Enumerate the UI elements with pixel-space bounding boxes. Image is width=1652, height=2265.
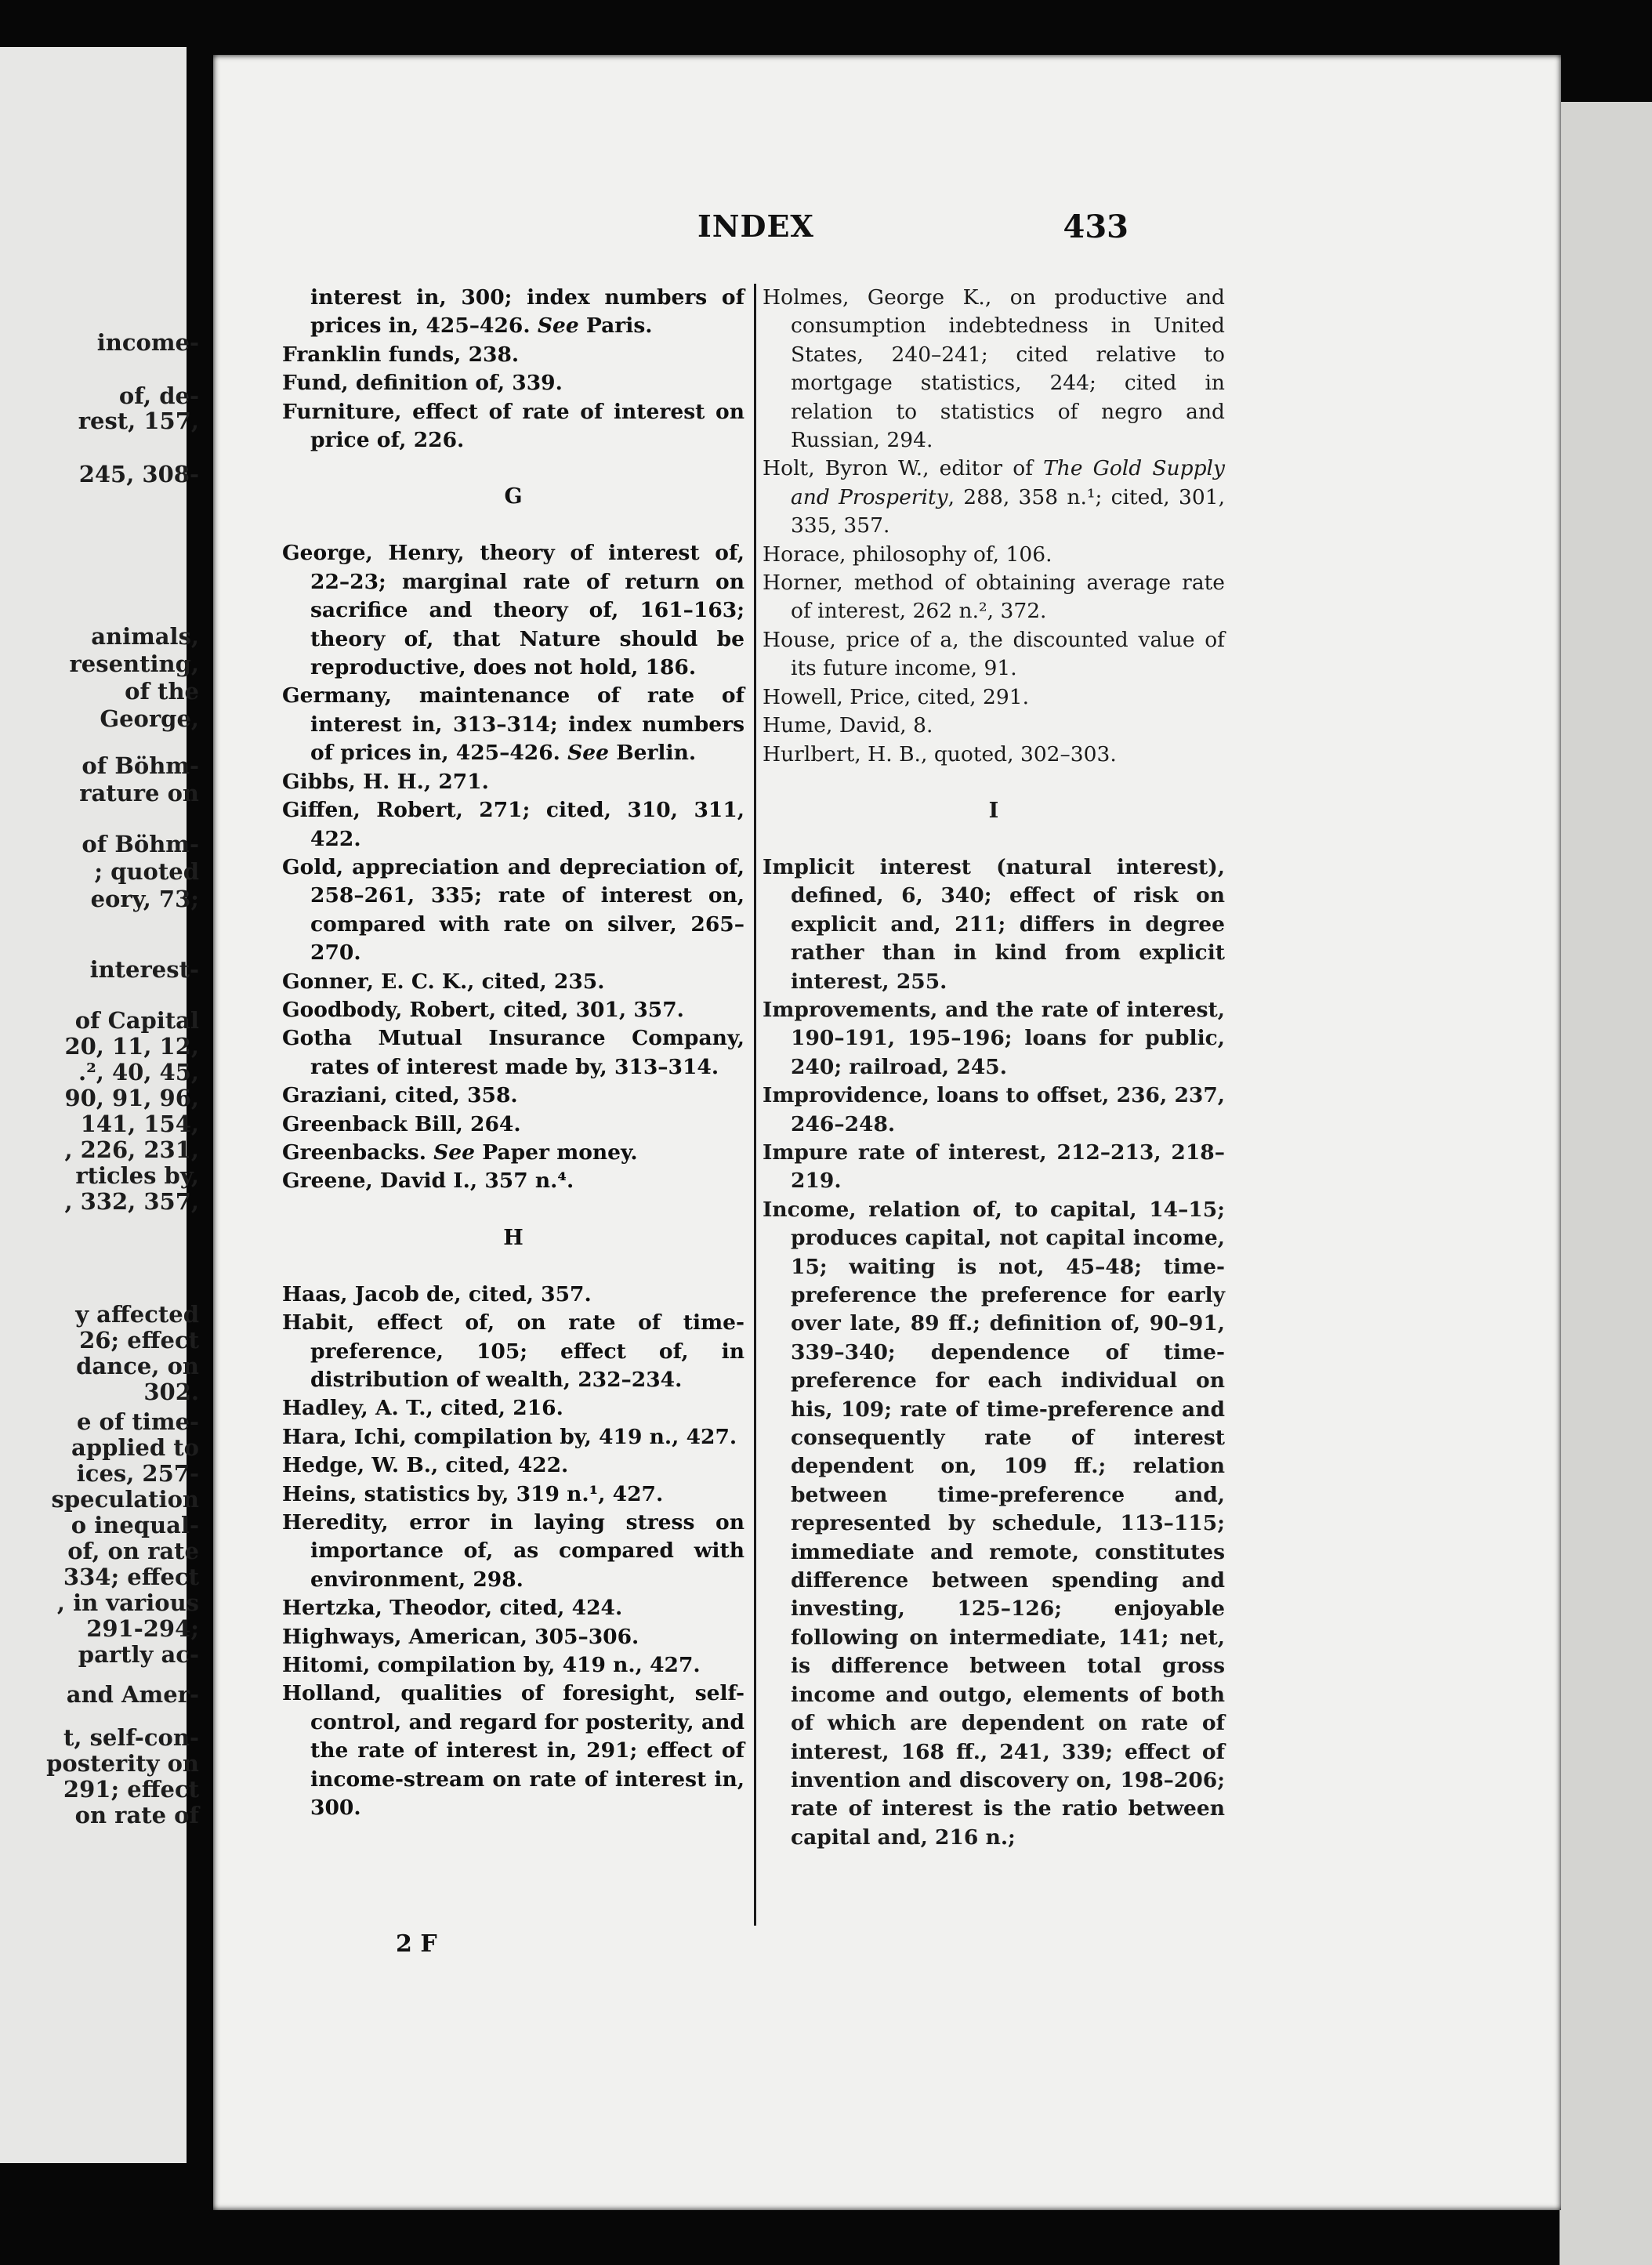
index-entry: Giffen, Robert, 271; cited, 310, 311, 422. [282, 798, 744, 851]
index-entry: Holland, qualities of foresight, self-control, and regard for posterity, and the rate of interest in, 291; effect of income-stream on rate of interest in, 300. [282, 1681, 744, 1821]
index-entry: Goodbody, Robert, cited, 301, 357. [282, 997, 684, 1022]
page-number: 433 [1063, 208, 1129, 245]
facing-page-line: e of time- [76, 1408, 199, 1435]
facing-page-line: 334; effect [63, 1564, 199, 1590]
facing-page-line: , 226, 231, [64, 1136, 199, 1163]
index-entry: Fund, definition of, 339. [282, 371, 563, 396]
index-entry: Hitomi, compilation by, 419 n., 427. [282, 1653, 701, 1678]
facing-page-line: and Amer- [66, 1681, 199, 1708]
index-entry: Hara, Ichi, compilation by, 419 n., 427. [282, 1424, 737, 1449]
section-letter: G [504, 484, 523, 509]
facing-page-line: applied to [71, 1434, 199, 1461]
index-entry: Franklin funds, 238. [282, 342, 520, 367]
facing-page-line: 141, 154, [80, 1111, 199, 1137]
facing-page-line: posterity on [46, 1750, 199, 1777]
index-entry: Highways, American, 305–306. [282, 1624, 639, 1649]
index-entry: Implicit interest (natural interest), defined, 6, 340; effect of risk on explicit and, 211; differs in degree rather than in kind from explicit interest, 255. [763, 854, 1225, 994]
index-entry: Hadley, A. T., cited, 216. [282, 1396, 563, 1421]
index-entry: Hertzka, Theodor, cited, 424. [282, 1596, 623, 1621]
index-entry: George, Henry, theory of interest of, 22–23; marginal rate of return on sacrifice and theory of, 161–163; theory of, that Nature should be reproductive, does not hold, 186. [282, 541, 744, 680]
index-entry: Holt, Byron W., editor of The Gold Supply and Prosperity, 288, 358 n.¹; cited, 301, 335, 357. [763, 456, 1225, 538]
facing-page-line: of, on rate [67, 1538, 199, 1564]
facing-page-line: 302. [143, 1379, 199, 1405]
facing-page-line: t, self-con- [63, 1724, 199, 1751]
running-head [697, 208, 1246, 248]
index-entry: Greenbacks. See Paper money. [282, 1140, 638, 1165]
facing-page-line: 20, 11, 12, [64, 1033, 199, 1060]
index-entry: Habit, effect of, on rate of time-preference, 105; effect of, in distribution of wealth, 232–234. [282, 1310, 744, 1392]
index-column-right [763, 284, 1225, 1852]
facing-page-line: speculation [51, 1486, 199, 1513]
index-entry: Improvements, and the rate of interest, 190–191, 195–196; loans for public, 240; railroad, 245. [763, 997, 1225, 1079]
facing-page-line: rature on [79, 780, 199, 806]
facing-page-line: y affected [75, 1301, 199, 1328]
page-title: INDEX [697, 208, 814, 244]
index-entry: Heredity, error in laying stress on importance of, as compared with environment, 298. [282, 1510, 744, 1592]
index-entry: Heins, statistics by, 319 n.¹, 427. [282, 1481, 664, 1506]
facing-page-line: ices, 257- [76, 1460, 199, 1487]
index-entry: Gibbs, H. H., 271. [282, 769, 489, 794]
facing-page-line: 26; effect [79, 1327, 199, 1354]
facing-page-line: .², 40, 45, [78, 1059, 199, 1085]
facing-page-line: dance, on [76, 1353, 199, 1379]
index-entry: Holmes, George K., on productive and consumption indebtedness in United States, 240–241; cited relative to mortgage statistics, 244; cited in relation to statistics of negro and Russian, 294. [763, 285, 1225, 453]
index-column-left [282, 284, 744, 1823]
facing-page-line: of Böhm- [82, 752, 199, 779]
facing-page-line: , in various [56, 1589, 199, 1616]
index-entry: interest in, 300; index numbers of prices in, 425–426. See Paris. [310, 285, 744, 339]
index-entry: Impure rate of interest, 212–213, 218–219. [763, 1140, 1225, 1194]
section-letter: H [503, 1225, 523, 1250]
index-entry: Horace, philosophy of, 106. [763, 542, 1052, 567]
section-letter: I [988, 798, 999, 823]
index-entry: Gonner, E. C. K., cited, 235. [282, 969, 605, 994]
signature-mark: 2 F [396, 1930, 437, 1958]
facing-page-line: eory, 73; [90, 886, 199, 912]
facing-page-line: 245, 308- [78, 461, 199, 487]
facing-page-line: on rate of [74, 1802, 199, 1828]
index-entry: Income, relation of, to capital, 14–15; produces capital, not capital income, 15; waiting is not, 45–48; time-preference the preference for early over late, 89 ff.; definition of, 90–91, 339–340; dependence of time-preference for each individual on his, 109; rate of time-preference and consequently rate of interest dependent on, 109 ff.; relation between time-preference and, represented by schedule, 113–115; immediate and remote, constitutes difference between spending and investing, 125–126; enjoyable following on intermediate, 141; net, is difference between total gross income and outgo, elements of both of which are dependent on rate of interest, 168 ff., 241, 339; effect of invention and discovery on, 198–206; rate of interest is the ratio between capital and, 216 n.; [763, 1197, 1225, 1850]
facing-page-line: 90, 91, 96, [64, 1085, 199, 1111]
book-edge [1560, 102, 1652, 2265]
index-entry: Gotha Mutual Insurance Company, rates of interest made by, 313–314. [282, 1026, 744, 1079]
index-entry: Greenback Bill, 264. [282, 1111, 521, 1136]
facing-page-line: partly ac- [78, 1641, 199, 1668]
facing-page-line: rest, 157, [78, 408, 199, 434]
facing-page-line: 291-294; [86, 1615, 199, 1642]
index-entry: Haas, Jacob de, cited, 357. [282, 1281, 592, 1306]
index-entry: Germany, maintenance of rate of interest in, 313–314; index numbers of prices in, 425–426. See Berlin. [282, 683, 744, 766]
facing-page-line: interest- [89, 956, 199, 983]
index-entry: Improvidence, loans to offset, 236, 237, 246–248. [763, 1083, 1225, 1136]
facing-page-line: o inequal- [71, 1512, 199, 1538]
facing-page-line: of Capital [74, 1007, 199, 1034]
facing-page-line: George, [100, 705, 199, 732]
index-entry: Furniture, effect of rate of interest on price of, 226. [282, 399, 744, 453]
index-entry: Hedge, W. B., cited, 422. [282, 1453, 569, 1478]
facing-page-fragment [0, 47, 199, 2163]
facing-page-line: of, de- [118, 382, 199, 409]
facing-page-line: animals, [91, 623, 199, 650]
index-entry: House, price of a, the discounted value of its future income, 91. [763, 627, 1225, 681]
facing-page-line: , 332, 357, [64, 1188, 199, 1215]
facing-page-line: of the [125, 678, 199, 705]
facing-page-line: income- [96, 329, 199, 356]
index-entry: Hume, David, 8. [763, 713, 933, 738]
facing-page-line: of Böhm- [82, 831, 199, 857]
index-entry: Hurlbert, H. B., quoted, 302–303. [763, 741, 1117, 766]
index-entry: Graziani, cited, 358. [282, 1083, 518, 1108]
facing-page-line: rticles by, [75, 1162, 199, 1189]
column-divider [754, 284, 756, 1926]
index-entry: Gold, appreciation and depreciation of, 258–261, 335; rate of interest on, compared with rate on silver, 265–270. [282, 854, 744, 966]
facing-page-line: resenting, [69, 651, 199, 677]
index-entry: Horner, method of obtaining average rate of interest, 262 n.², 372. [763, 571, 1225, 624]
index-entry: Howell, Price, cited, 291. [763, 684, 1030, 709]
facing-page-line: ; quoted [94, 858, 199, 885]
facing-page-line: 291; effect [63, 1776, 199, 1803]
index-entry: Greene, David I., 357 n.⁴. [282, 1169, 574, 1194]
